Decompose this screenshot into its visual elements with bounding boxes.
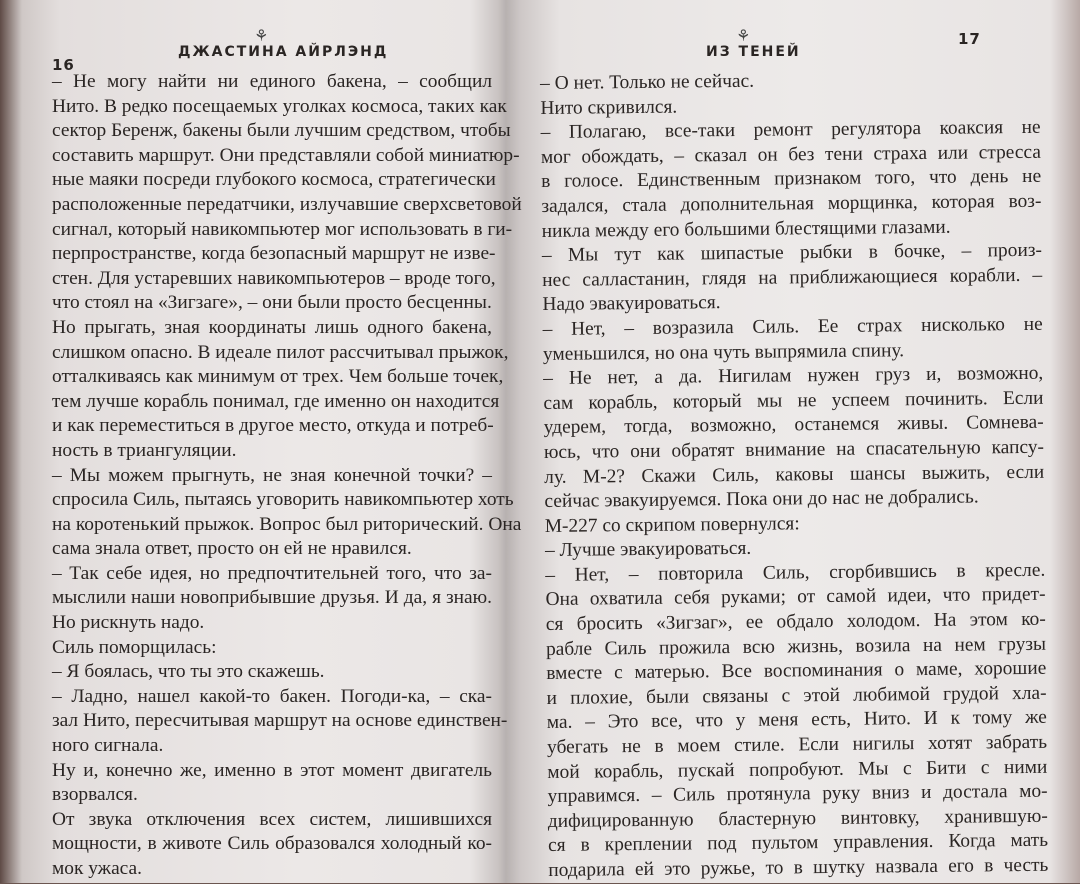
- text-line: – Мы тут как шипастые рыбки в бочке, – произ-: [541, 239, 1043, 267]
- text-line: ные маяки посреди глубокого космоса, стратегически: [52, 169, 496, 191]
- text-line: – Нет, – повторила Силь, сгорбившись в кресле.: [545, 559, 1046, 586]
- text-line: юсь, что они обратят внимание на спасательную капсу-: [543, 436, 1045, 463]
- text-line: вместе с матерью. Все воспоминания о маме, хорошие: [546, 657, 1047, 685]
- right-page: [510, 0, 1080, 883]
- text-line: – О нет. Только не сейчас.: [540, 70, 755, 94]
- text-line: задался, стала дополнительная морщинка, которая воз-: [541, 190, 1042, 217]
- text-line: убегать не в моем стиле. Если нигилы хотят забрать: [546, 731, 1048, 758]
- text-line: сигнал, который навикомпьютер мог использовать в ги-: [52, 218, 513, 240]
- text-line: От звука отключения всех систем, лишившихся: [52, 808, 492, 830]
- text-line: мощности, в животе Силь образовался холодный ко-: [52, 833, 492, 855]
- text-line: – Лучше эвакуироваться.: [544, 538, 752, 562]
- text-line: в голосе. Единственным признаком того, что день не: [541, 166, 1042, 193]
- text-line: сектор Беренж, бакены были лучшим средством, чтобы: [52, 120, 511, 142]
- text-line: что стоял на «Зигзаге», – они были просто бесценны.: [52, 292, 492, 314]
- right-running-head: ИЗ ТЕНЕЙ: [706, 44, 801, 60]
- left-page: [8, 0, 522, 883]
- text-line: ся бросить «Зигзаг», ее обдало холодом. На этом ко-: [545, 608, 1046, 636]
- text-line: перпространстве, когда безопасный маршрут не изве-: [52, 243, 496, 265]
- text-line: ного сигнала.: [52, 735, 164, 757]
- text-line: слишком опасно. В идеале пилот рассчитывал прыжок,: [52, 341, 509, 363]
- text-line: ся в креплении под пультом управления. Когда мать: [547, 830, 1049, 857]
- text-line: уменьшился, но она чуть выпрямила спину.: [542, 339, 905, 365]
- text-line: Она охватила себя руками; от самой идеи, что придет-: [545, 584, 1046, 611]
- right-ornament-icon: ⚘: [736, 26, 751, 45]
- text-line: дифицированную бластерную винтовку, хранившую-: [547, 805, 1048, 832]
- text-line: – Ладно, нашел какой-то бакен. Погоди-ка, – ска-: [52, 685, 492, 707]
- text-line: подарила ей это ружье, то в шутку назвала его в честь: [548, 854, 1049, 881]
- text-line: Но прыгать, зная координаты лишь одного бакена,: [52, 316, 492, 338]
- text-line: – Нет, – возразила Силь. Ее страх нисколько не: [542, 313, 1043, 340]
- text-line: сам корабль, который мы не успеем починить. Если: [543, 387, 1044, 414]
- left-body-text: [52, 70, 522, 882]
- text-line: – Мы можем прыгнуть, не зная конечной точки? –: [52, 464, 492, 486]
- text-line: Силь поморщилась:: [52, 636, 217, 658]
- text-line: управимся. – Силь протянула руку вниз и достала мо-: [547, 780, 1048, 808]
- text-line: на коротенький прыжок. Вопрос был риторический. Она: [52, 513, 522, 535]
- text-line: мок ужаса.: [52, 858, 142, 879]
- text-line: – Так себе идея, но предпочтительней того, что за-: [52, 562, 492, 584]
- left-running-head: ДЖАСТИНА АЙРЛЭНД: [178, 44, 389, 60]
- text-line: – Не нет, а да. Нигилам нужен груз и, возможно,: [543, 362, 1044, 390]
- text-line: – Не могу найти ни единого бакена, – сообщил: [52, 71, 492, 92]
- text-line: лу. М-2? Скажи Силь, каковы шансы выжить, если: [544, 461, 1045, 488]
- text-line: взорвался.: [52, 784, 138, 806]
- text-line: Нито. В редко посещаемых уголках космоса, таких как: [52, 95, 507, 117]
- text-line: рабле Силь прожила всю жизнь, возила на нем грузы: [545, 633, 1047, 660]
- text-line: ность в триангуляции.: [52, 439, 237, 461]
- text-line: зал Нито, пересчитывая маршрут на основе единствен-: [52, 710, 508, 732]
- text-line: мог обождать, – сказал он без тени страха или стресса: [540, 141, 1041, 168]
- text-line: Нито скривился.: [540, 96, 678, 119]
- text-line: и как переместиться в другое место, откуда и потреб-: [52, 415, 494, 437]
- text-line: отталкиваясь как минимум от трех. Чем больше точек,: [52, 366, 504, 388]
- text-line: М-227 со скрипом повернулся:: [544, 512, 800, 537]
- text-line: нес салластанин, глядя на приближающиеся корабли. –: [542, 264, 1043, 291]
- text-line: сейчас эвакуируемся. Пока они до нас не добрались.: [544, 486, 979, 513]
- right-body-text: [540, 67, 1048, 884]
- text-line: никла между его большими блестящими глазами.: [541, 216, 951, 242]
- text-line: Но рискнуть надо.: [52, 612, 205, 634]
- text-line: и плохие, были связаны с этой любимой грудой хла-: [546, 682, 1047, 709]
- text-line: мой корабль, пускай попробуют. Мы с Бити с ними: [547, 756, 1048, 783]
- text-line: стен. Для устаревших навикомпьютеров – вроде того,: [52, 267, 496, 289]
- text-line: спросила Силь, пытаясь уговорить навикомпьютер хоть: [52, 489, 514, 511]
- right-page-number: 17: [958, 30, 981, 48]
- text-line: удерем, тогда, возможно, останемся живы. Сомнева-: [543, 412, 1044, 439]
- text-line: тем лучше корабль понимал, где именно он находится: [52, 390, 500, 412]
- text-line: Ну и, конечно же, именно в этот момент двигатель: [52, 759, 492, 781]
- text-line: Надо эвакуироваться.: [542, 292, 721, 316]
- text-line: ма. – Это все, что у меня есть, Нито. И к тому же: [546, 707, 1047, 734]
- left-ornament-icon: ⚘: [254, 26, 269, 45]
- text-line: – Я боялась, что ты это скажешь.: [52, 661, 325, 683]
- left-page-number: 16: [52, 56, 75, 74]
- text-line: мыслили наши новоприбывшие друзья. И да, я знаю.: [52, 587, 492, 609]
- text-line: расположенные передатчики, излучавшие сверхсветовой: [52, 193, 522, 215]
- text-line: – Полагаю, все-таки ремонт регулятора коаксия не: [540, 116, 1041, 144]
- text-line: составить маршрут. Они представляли собой миниатюр-: [52, 144, 520, 166]
- text-line: сама знала ответ, просто он ей не нравился.: [52, 538, 412, 560]
